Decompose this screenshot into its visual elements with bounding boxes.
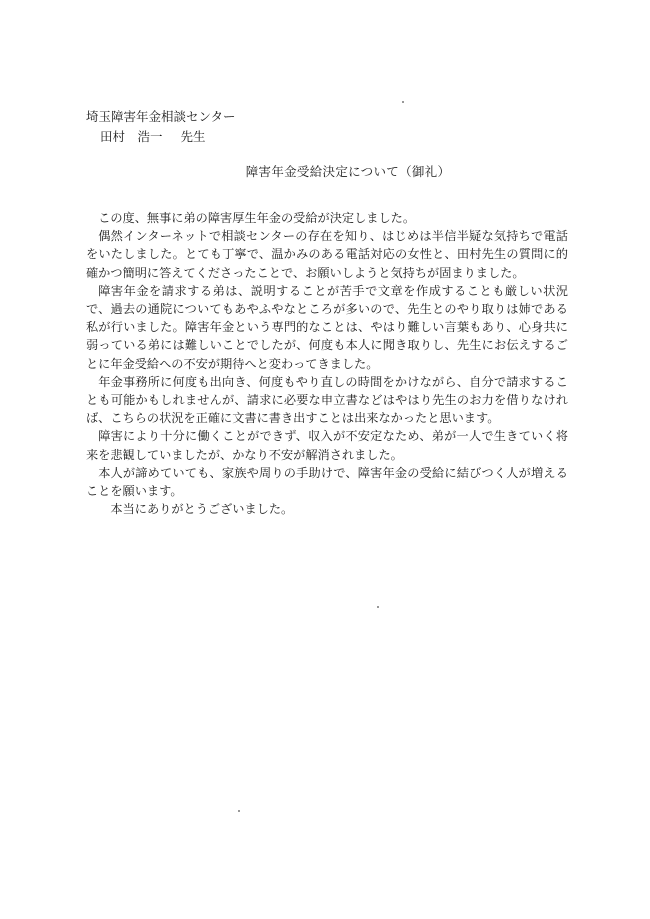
recipient-block xyxy=(86,107,236,147)
paragraph-6: 本人が諦めていても、家族や周りの手助けで、障害年金の受給に結びつく人が増えることを願います。 xyxy=(86,465,568,499)
scan-speck xyxy=(238,810,240,812)
paragraph-1: この度、無事に弟の障害厚生年金の受給が決定しました。 xyxy=(98,211,416,225)
recipient-organization: 埼玉障害年金相談センター xyxy=(86,109,236,124)
scan-speck xyxy=(402,101,404,103)
paragraph-4: 年金事務所に何度も出向き、何度もやり直しの時間をかけながら、自分で請求することも可能かもしれませんが、請求に必要な申立書などはやはり先生のお力を借りなければ、こちらの状況を正確に文書に書き出すことは出来なかったと思います。 xyxy=(86,374,568,426)
recipient-person xyxy=(86,127,236,147)
paragraph-3: 障害年金を請求する弟は、説明することが苦手で文章を作成することも厳しい状況で、過去の通院についてもあやふやなところが多いので、先生とのやり取りは姉である私が行いました。障害年金という専門的なことは、やはり難しい言葉もあり、心身共に弱っている弟には難しいことでしたが、何度も本人に聞き取りし、先生にお伝えするごとに年金受給への不安が期待へと変わってきました。 xyxy=(86,283,568,371)
paragraph-5: 障害により十分に働くことができず、収入が不安定なため、弟が一人で生きていく将来を悲観していましたが、かなり不安が解消されました。 xyxy=(86,429,568,462)
scan-speck xyxy=(377,606,379,608)
recipient-honorific: 先生 xyxy=(180,129,206,144)
paragraph-2: 偶然インターネットで相談センターの存在を知り、はじめは半信半疑な気持ちで電話をいたしました。とても丁寧で、温かみのある電話対応の女性と、田村先生の質問に的確かつ簡明に答えてくださったことで、お願いしようと気持ちが固まりました。 xyxy=(86,229,568,280)
letter-title-row xyxy=(0,162,650,180)
closing-line: 本当にありがとうございました。 xyxy=(110,502,294,517)
letter-title: 障害年金受給決定について（御礼） xyxy=(245,164,451,179)
recipient-name: 田村 浩一 xyxy=(100,129,163,144)
letter-body xyxy=(86,209,568,518)
